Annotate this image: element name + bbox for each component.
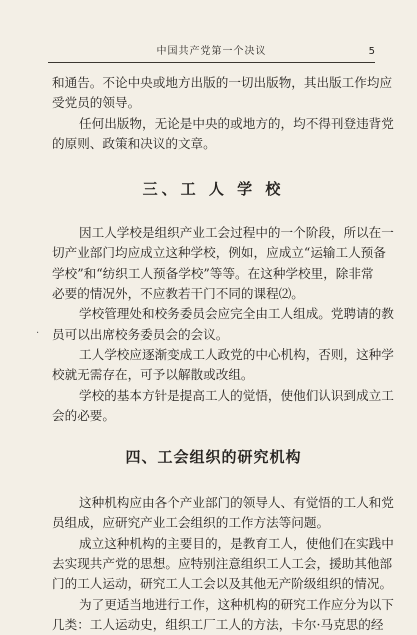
text-line: 工人学校应逐渐变成工人政党的中心机构，否则，这种学 bbox=[79, 346, 394, 362]
text-line: 的原则、政策和决议的文章。 bbox=[52, 135, 216, 151]
text-line: 学校”和“纺织工人预备学校”等等。在这种学校里，除非常 bbox=[52, 265, 374, 281]
section-heading: 四、工会组织的研究机构 bbox=[125, 448, 302, 467]
text-line: 和通告。不论中央或地方出版的一切出版物，其出版工作均应 bbox=[52, 75, 393, 90]
text-line: 门的工人运动，研究工人工会以及其他无产阶级组织的情况。 bbox=[52, 576, 393, 592]
paragraph bbox=[52, 73, 393, 114]
paragraph bbox=[52, 345, 394, 386]
paragraph bbox=[52, 304, 394, 345]
paragraph bbox=[52, 114, 394, 155]
paragraph bbox=[52, 534, 394, 595]
text-line: 员可以出席校务委员会的会议。 bbox=[52, 326, 229, 342]
running-header bbox=[48, 44, 375, 63]
text-line: 受党员的领导。 bbox=[52, 95, 141, 111]
paragraph bbox=[52, 595, 394, 635]
section-heading: 三、工 人 学 校 bbox=[142, 180, 285, 199]
text-line: 必要的情况外，不应教若干门不同的课程⑵。 bbox=[52, 286, 304, 302]
text-line: 学校的基本方针是提高工人的觉悟，使他们认识到成立工 bbox=[79, 387, 394, 403]
text-line: 几类：工人运动史，组织工厂工人的方法，卡尔·马克思的经 bbox=[52, 616, 384, 632]
text-line: 会的必要。 bbox=[52, 407, 115, 423]
text-line: 成立这种机构的主要目的，是教育工人，使他们在实践中 bbox=[79, 535, 394, 551]
page-number: 5 bbox=[368, 46, 375, 57]
text-line: 切产业部门均应成立这种学校，例如，应成立“运输工人预备 bbox=[52, 245, 386, 261]
running-title: 中国共产党第一个决议 bbox=[156, 46, 267, 57]
paragraph bbox=[52, 386, 394, 427]
text-line: 学校管理处和校务委员会应完全由工人组成。党聘请的教 bbox=[79, 306, 394, 322]
page-body bbox=[52, 73, 394, 635]
text-line: 员组成，应研究产业工会组织的工作方法等问题。 bbox=[52, 515, 330, 531]
text-line: 这种机构应由各个产业部门的领导人、有觉悟的工人和党 bbox=[79, 495, 394, 511]
paragraph bbox=[52, 493, 394, 534]
text-line: 因工人学校是组织产业工会过程中的一个阶段，所以在一 bbox=[79, 225, 394, 241]
text-line: 任何出版物，无论是中央的或地方的，均不得刊登违背党 bbox=[79, 115, 394, 131]
text-line: 去实现共产党的思想。应特别注意组织工人工会，援助其他部 bbox=[52, 556, 393, 572]
text-line: 校就无需存在，可予以解散或改组。 bbox=[52, 367, 254, 383]
margin-dot: · bbox=[36, 328, 40, 339]
paragraph bbox=[52, 223, 394, 304]
text-line: 为了更适当地进行工作，这种机构的研究工作应分为以下 bbox=[79, 596, 394, 612]
